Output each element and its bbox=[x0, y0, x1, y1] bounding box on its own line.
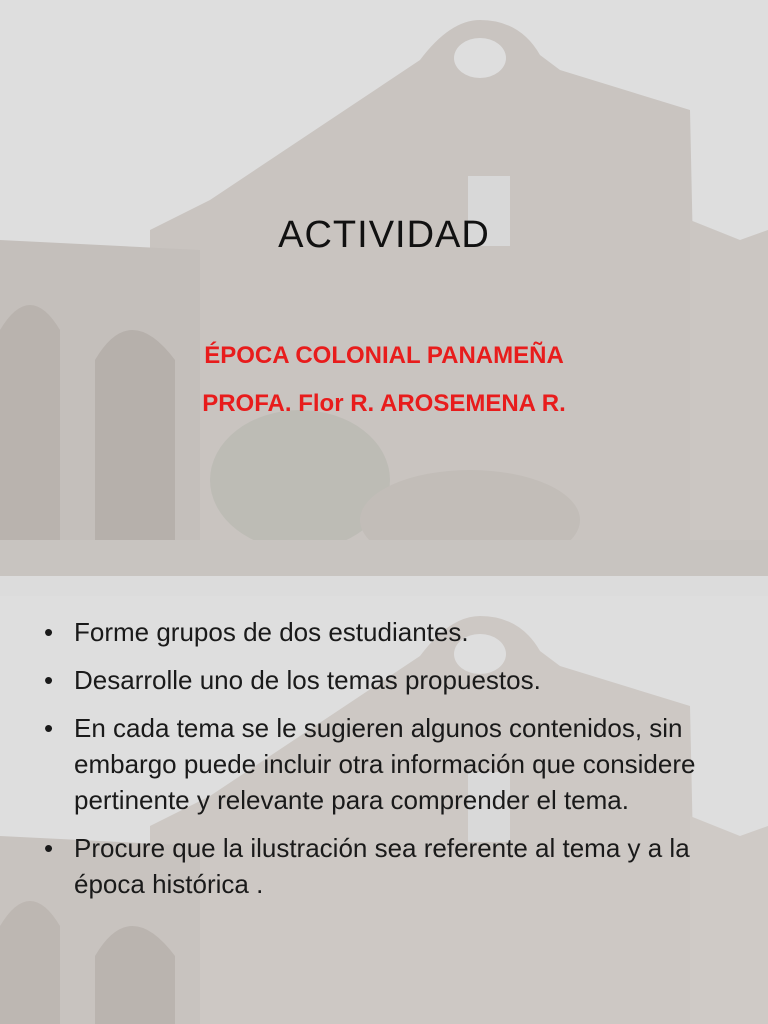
subtitle-block bbox=[0, 332, 768, 428]
list-item bbox=[44, 710, 744, 818]
list-item bbox=[44, 830, 744, 902]
slide-instructions bbox=[0, 576, 768, 1024]
instruction-list bbox=[44, 614, 744, 914]
slide-title-text: ACTIVIDAD bbox=[278, 214, 490, 256]
list-item bbox=[44, 662, 744, 698]
bullet-icon: • bbox=[44, 833, 54, 863]
list-item-text: Desarrolle uno de los temas propuestos. bbox=[74, 665, 541, 695]
list-item-text: Forme grupos de dos estudiantes. bbox=[74, 617, 469, 647]
bullet-icon: • bbox=[44, 617, 54, 647]
bullet-icon: • bbox=[44, 713, 54, 743]
subtitle-topic: ÉPOCA COLONIAL PANAMEÑA bbox=[204, 342, 564, 369]
list-item-text: Procure que la ilustración sea referente al tema y a la época histórica . bbox=[74, 833, 690, 899]
list-item-text: En cada tema se le sugieren algunos contenidos, sin embargo puede incluir otra información que considere pertinente y relevante para comprender el tema. bbox=[74, 713, 696, 815]
list-item bbox=[44, 614, 744, 650]
subtitle-teacher: PROFA. Flor R. AROSEMENA R. bbox=[202, 390, 566, 417]
bullet-icon: • bbox=[44, 665, 54, 695]
